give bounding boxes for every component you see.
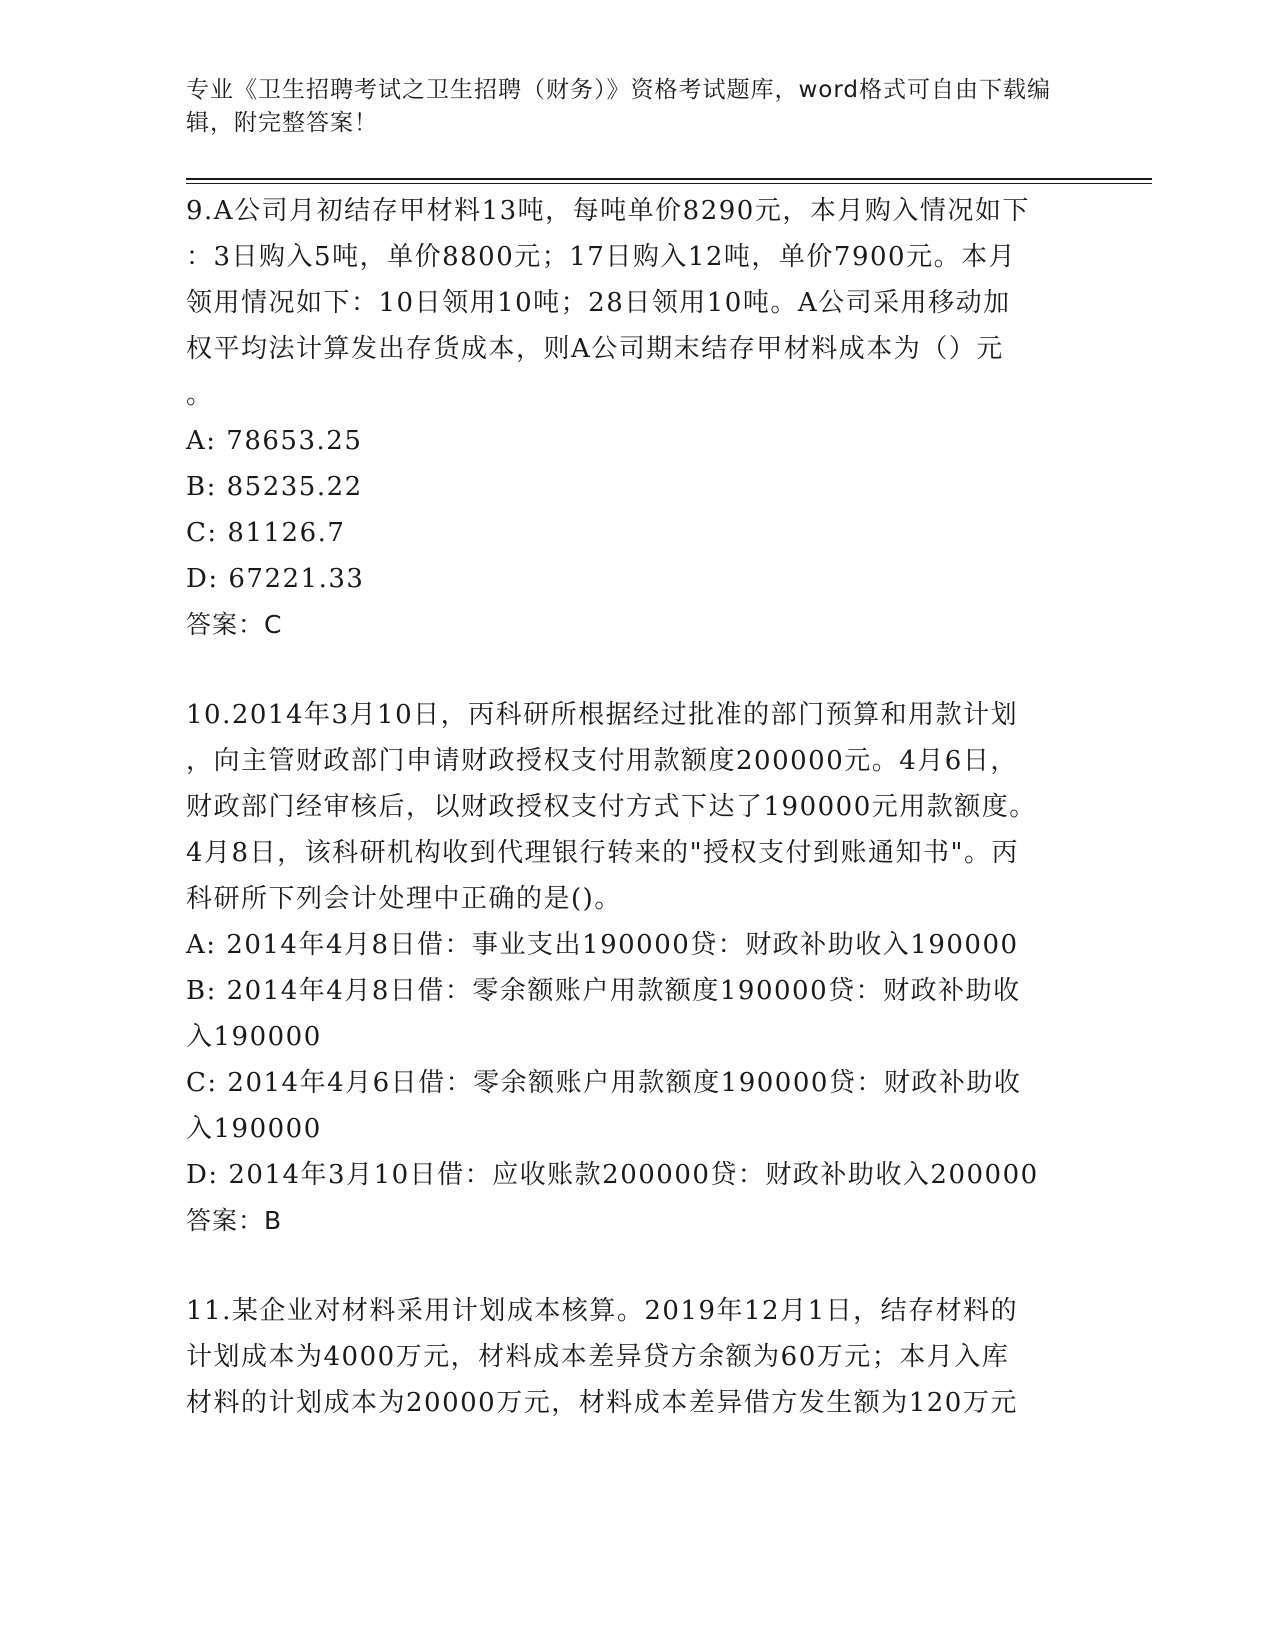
document-header: 专业《卫生招聘考试之卫生招聘（财务）》资格考试题库，word格式可自由下载编辑，附完整答案！ — [186, 77, 1052, 136]
question-text: 9.A公司月初结存甲材料13吨，每吨单价8290元，本月购入情况如下 ：3日购入5吨，单价8800元；17日购入12吨，单价7900元。本月 领用情况如下：10日领用10吨；28日领用10吨。A公司采用移动加 权平均法计算发出存货成本，则A公司期末结存甲材料成本为（）元 。 — [186, 196, 1030, 410]
question-text: 11.某企业对材料采用计划成本核算。2019年12月1日，结存材料的 计划成本为4000万元，材料成本差异贷方余额为60万元；本月入库 材料的计划成本为20000万元，材料成本差异借方发生额为120万元 — [186, 1296, 1019, 1418]
option-c: C: 81126.7 — [186, 518, 346, 548]
question-9 — [186, 188, 1086, 648]
option-b: B: 85235.22 — [186, 472, 363, 502]
option-c: C: 2014年4月6日借：零余额账户用款额度190000贷：财政补助收 入190000 — [186, 1068, 1022, 1144]
question-list — [186, 188, 1086, 1470]
option-list — [186, 418, 1086, 602]
option-b: B: 2014年4月8日借：零余额账户用款额度190000贷：财政补助收 入190000 — [186, 976, 1021, 1052]
header-rule-thick — [186, 178, 1152, 180]
header-rule-thin — [186, 183, 1152, 184]
question-11 — [186, 1288, 1086, 1426]
question-10 — [186, 692, 1086, 1244]
option-a: A: 2014年4月8日借：事业支出190000贷：财政补助收入190000 — [186, 930, 1019, 960]
question-text: 10.2014年3月10日，丙科研所根据经过批准的部门预算和用款计划 ，向主管财政部门申请财政授权支付用款额度200000元。4月6日， 财政部门经审核后，以财政授权支付方式下达了190000元用款额度。 4月8日，该科研机构收到代理银行转来的"授权支付到账通知书"。丙 科研所下列会计处理中正确的是()。 — [186, 700, 1037, 914]
answer-label: 答案：B — [186, 1206, 283, 1235]
option-d: D: 67221.33 — [186, 564, 365, 594]
answer-label: 答案：C — [186, 610, 283, 639]
option-list — [186, 922, 1086, 1198]
option-a: A: 78653.25 — [186, 426, 363, 456]
option-d: D: 2014年3月10日借：应收账款200000贷：财政补助收入200000 — [186, 1160, 1039, 1190]
